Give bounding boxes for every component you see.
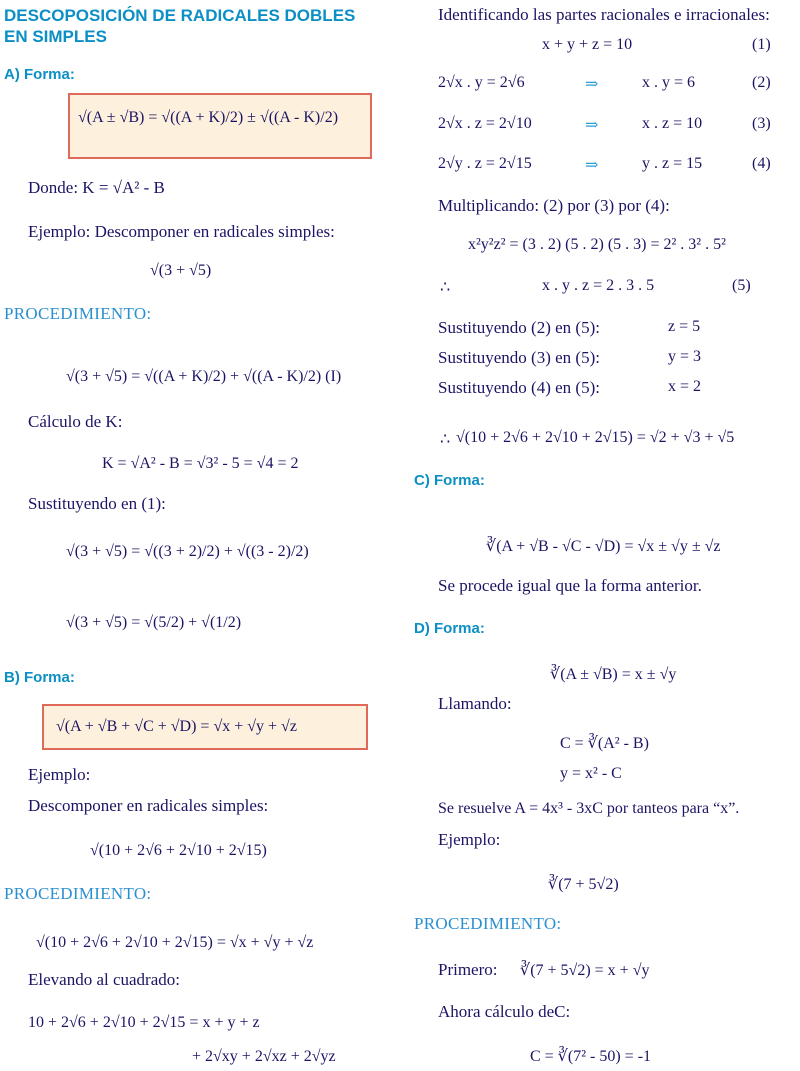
ejemplo-b-label: Ejemplo: xyxy=(28,765,91,784)
therefore-tag: (5) xyxy=(732,277,751,294)
ahora-line: Ahora cálculo deC: xyxy=(438,1002,571,1021)
implies-arrow-icon: ⇒ xyxy=(585,76,599,93)
heading-forma-c: C) Forma: xyxy=(414,472,485,489)
mult-equation: x²y²z² = (3 . 2) (5 . 2) (5 . 3) = 2² . 3² . 5² xyxy=(468,236,726,253)
multiplicando-line: Multiplicando: (2) por (3) por (4): xyxy=(438,196,670,215)
c-definition: C = ∛(A² - B) xyxy=(560,735,649,752)
therefore-equation: x . y . z = 2 . 3 . 5 xyxy=(542,277,655,294)
sustituyendo-label: Sustituyendo en (1): xyxy=(28,494,166,513)
elevando-eq-1: 10 + 2√6 + 2√10 + 2√15 = x + y + z xyxy=(28,1014,260,1031)
sust-2-value: z = 5 xyxy=(668,318,701,335)
heading-forma-b: B) Forma: xyxy=(4,669,75,686)
ejemplo-a-line: Ejemplo: Descomponer en radicales simples: xyxy=(28,222,335,241)
donde-line: Donde: K = √A² - B xyxy=(28,178,165,197)
heading-forma-a: A) Forma: xyxy=(4,66,75,83)
primero-label: Primero: xyxy=(438,960,498,979)
procedimiento-heading-2: PROCEDIMIENTO: xyxy=(4,884,152,903)
procedimiento-heading-3: PROCEDIMIENTO: xyxy=(414,914,562,933)
title-line-1: DESCOPOSICIÓN DE RADICALES DOBLES xyxy=(4,6,356,25)
sust-3-value: y = 3 xyxy=(668,348,702,365)
primero-equation: ∛(7 + 5√2) = x + √y xyxy=(520,962,650,979)
formula-box-b xyxy=(42,704,368,750)
implies-arrow-icon: ⇒ xyxy=(585,157,599,174)
formula-d: ∛(A ± √B) = x ± √y xyxy=(550,666,677,683)
procedimiento-heading-1: PROCEDIMIENTO: xyxy=(4,304,152,323)
therefore-icon: ∴ xyxy=(440,279,451,296)
eq-2-left: 2√x . y = 2√6 xyxy=(438,74,525,91)
page-title xyxy=(4,5,355,47)
se-procede-line: Se procede igual que la forma anterior. xyxy=(438,576,702,595)
descomponer-line: Descomponer en radicales simples: xyxy=(28,796,269,815)
formula-a xyxy=(78,109,338,127)
llamando-label: Llamando: xyxy=(438,694,512,713)
eq-1: x + y + z = 10 xyxy=(542,36,633,53)
formula-a-text: √(A ± √B) = √((A + K)/2) ± √((A - K)/2) xyxy=(78,109,339,126)
eq-4-right: y . z = 15 xyxy=(642,155,703,172)
sust-2-label: Sustituyendo (2) en (5): xyxy=(438,318,600,337)
proc-eq-1: √(3 + √5) = √((A + K)/2) + √((A - K)/2) (I) xyxy=(66,368,342,385)
identificando-line: Identificando las partes racionales e irracionales: xyxy=(438,5,770,24)
k-equation: K = √A² - B = √3² - 5 = √4 = 2 xyxy=(102,455,299,472)
formula-b: √(A + √B + √C + √D) = √x + √y + √z xyxy=(56,718,297,735)
sust-4-label: Sustituyendo (4) en (5): xyxy=(438,378,600,397)
heading-forma-d: D) Forma: xyxy=(414,620,485,637)
calculo-k-label: Cálculo de K: xyxy=(28,412,123,431)
eq-3-tag: (3) xyxy=(752,115,771,132)
therefore-icon-2: ∴ xyxy=(440,431,451,448)
eq-2-tag: (2) xyxy=(752,74,771,91)
y-definition: y = x² - C xyxy=(560,765,622,782)
eq-3-left: 2√x . z = 2√10 xyxy=(438,115,532,132)
formula-c: ∛(A + √B - √C - √D) = √x ± √y ± √z xyxy=(486,538,721,555)
se-resuelve-line: Se resuelve A = 4x³ - 3xC por tanteos para “x”. xyxy=(438,800,740,817)
eq-1-tag: (1) xyxy=(752,36,771,53)
proc2-equation: √(10 + 2√6 + 2√10 + 2√15) = √x + √y + √z xyxy=(36,934,314,951)
title-line-2: EN SIMPLES xyxy=(4,27,107,46)
eq-2-right: x . y = 6 xyxy=(642,74,696,91)
formula-box-a xyxy=(68,93,372,159)
final-equation: √(10 + 2√6 + 2√10 + 2√15) = √2 + √3 + √5 xyxy=(456,429,735,446)
eq-3-right: x . z = 10 xyxy=(642,115,703,132)
implies-arrow-icon: ⇒ xyxy=(585,117,599,134)
elevando-eq-2: + 2√xy + 2√xz + 2√yz xyxy=(192,1048,336,1065)
ejemplo-d-label: Ejemplo: xyxy=(438,830,501,849)
elevando-label: Elevando al cuadrado: xyxy=(28,970,180,989)
descomponer-expr: √(10 + 2√6 + 2√10 + 2√15) xyxy=(90,842,267,859)
sust-eq-1: √(3 + √5) = √((3 + 2)/2) + √((3 - 2)/2) xyxy=(66,543,309,560)
eq-4-tag: (4) xyxy=(752,155,771,172)
eq-4-left: 2√y . z = 2√15 xyxy=(438,155,532,172)
c-calculation: C = ∛(7² - 50) = -1 xyxy=(530,1048,652,1065)
ejemplo-d-expr: ∛(7 + 5√2) xyxy=(548,876,619,893)
ejemplo-a-expr: √(3 + √5) xyxy=(150,262,212,279)
sust-3-label: Sustituyendo (3) en (5): xyxy=(438,348,600,367)
sust-4-value: x = 2 xyxy=(668,378,702,395)
sust-eq-2: √(3 + √5) = √(5/2) + √(1/2) xyxy=(66,614,242,631)
